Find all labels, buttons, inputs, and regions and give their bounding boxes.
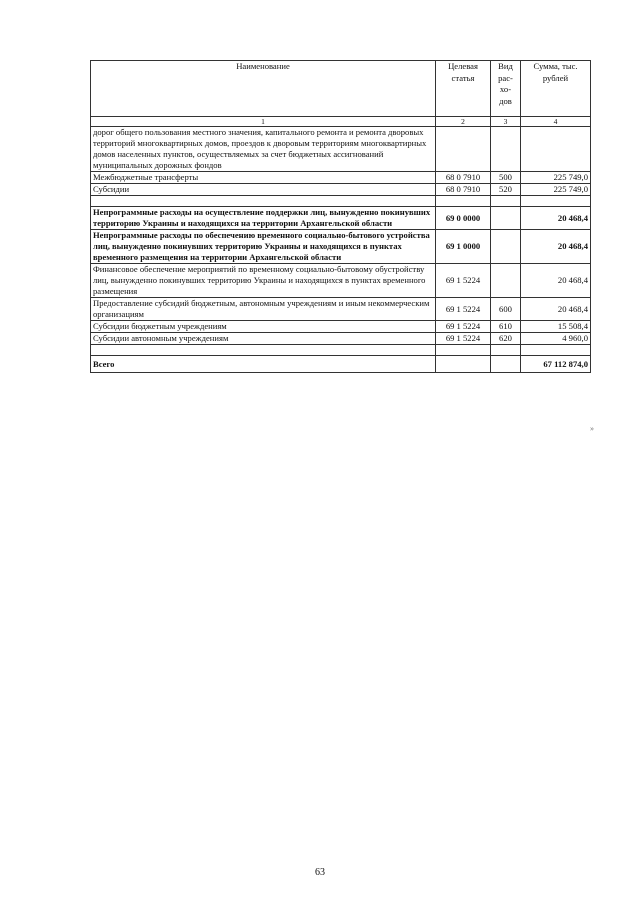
- column-number: 1: [91, 117, 436, 127]
- row-type: [491, 207, 521, 230]
- row-sum: 20 468,4: [521, 298, 591, 321]
- total-sum: 67 112 874,0: [521, 356, 591, 373]
- row-type: 600: [491, 298, 521, 321]
- row-type: [491, 127, 521, 172]
- page-number: 63: [315, 867, 325, 878]
- row-sum: 225 749,0: [521, 184, 591, 196]
- row-name: Предоставление субсидий бюджетным, автономным учреждениям и иным некоммерческим организациям: [91, 298, 436, 321]
- table-row: [91, 321, 591, 333]
- table-row: [91, 230, 591, 264]
- table-row: [91, 207, 591, 230]
- row-type: 500: [491, 172, 521, 184]
- row-name: Непрограммные расходы на осуществление поддержки лиц, вынужденно покинувших территорию Украины и находящихся на территории Архангельской области: [91, 207, 436, 230]
- row-type: [491, 230, 521, 264]
- budget-table: [90, 60, 591, 373]
- header-row: [91, 61, 591, 117]
- row-name: Субсидии: [91, 184, 436, 196]
- row-sum: 20 468,4: [521, 230, 591, 264]
- empty-cell: [491, 356, 521, 373]
- table-row: [91, 333, 591, 345]
- header-target-article: Целевая статья: [436, 61, 491, 117]
- empty-cell: [436, 356, 491, 373]
- header-sum: Сумма, тыс. рублей: [521, 61, 591, 117]
- table-row: [91, 172, 591, 184]
- row-code: 69 1 5224: [436, 264, 491, 298]
- row-sum: 20 468,4: [521, 264, 591, 298]
- row-type: 610: [491, 321, 521, 333]
- row-sum: 4 960,0: [521, 333, 591, 345]
- header-name: Наименование: [91, 61, 436, 117]
- row-code: 68 0 7910: [436, 184, 491, 196]
- row-code: 68 0 7910: [436, 172, 491, 184]
- total-row: [91, 356, 591, 373]
- empty-cell: [91, 345, 436, 356]
- spacer-row: [91, 196, 591, 207]
- row-name: Межбюджетные трансферты: [91, 172, 436, 184]
- row-sum: 20 468,4: [521, 207, 591, 230]
- empty-cell: [436, 196, 491, 207]
- spacer-row: [91, 345, 591, 356]
- closing-quote-mark: »: [590, 424, 594, 433]
- empty-cell: [521, 196, 591, 207]
- row-type: 620: [491, 333, 521, 345]
- row-sum: [521, 127, 591, 172]
- column-number: 2: [436, 117, 491, 127]
- table-row: [91, 127, 591, 172]
- row-code: [436, 127, 491, 172]
- row-type: [491, 264, 521, 298]
- row-code: 69 1 5224: [436, 321, 491, 333]
- total-label: Всего: [91, 356, 436, 373]
- row-code: 69 1 5224: [436, 333, 491, 345]
- table-row: [91, 264, 591, 298]
- row-sum: 15 508,4: [521, 321, 591, 333]
- column-number-row: [91, 117, 591, 127]
- empty-cell: [91, 196, 436, 207]
- table-row: [91, 298, 591, 321]
- empty-cell: [491, 196, 521, 207]
- empty-cell: [521, 345, 591, 356]
- row-name: дорог общего пользования местного значения, капитального ремонта и ремонта дворовых территорий многоквартирных домов, проездов к дворовым территориям многоквартирных домов населенных пунктов, осуществляемых за счет бюджетных ассигнований муниципальных дорожных фондов: [91, 127, 436, 172]
- row-sum: 225 749,0: [521, 172, 591, 184]
- row-code: 69 0 0000: [436, 207, 491, 230]
- row-name: Субсидии автономным учреждениям: [91, 333, 436, 345]
- row-name: Субсидии бюджетным учреждениям: [91, 321, 436, 333]
- empty-cell: [491, 345, 521, 356]
- row-name: Финансовое обеспечение мероприятий по временному социально-бытовому обустройству лиц, вынужденно покинувших территорию Украины и находящихся в пунктах временного размещения: [91, 264, 436, 298]
- row-code: 69 1 0000: [436, 230, 491, 264]
- row-name: Непрограммные расходы по обеспечению временного социально-бытового устройства лиц, вынужденно покинувших территорию Украины и находящихся в пунктах временного размещения на территории Архангельской области: [91, 230, 436, 264]
- header-expense-type: Вид рас- хо- дов: [491, 61, 521, 117]
- column-number: 4: [521, 117, 591, 127]
- row-code: 69 1 5224: [436, 298, 491, 321]
- column-number: 3: [491, 117, 521, 127]
- table-row: [91, 184, 591, 196]
- empty-cell: [436, 345, 491, 356]
- row-type: 520: [491, 184, 521, 196]
